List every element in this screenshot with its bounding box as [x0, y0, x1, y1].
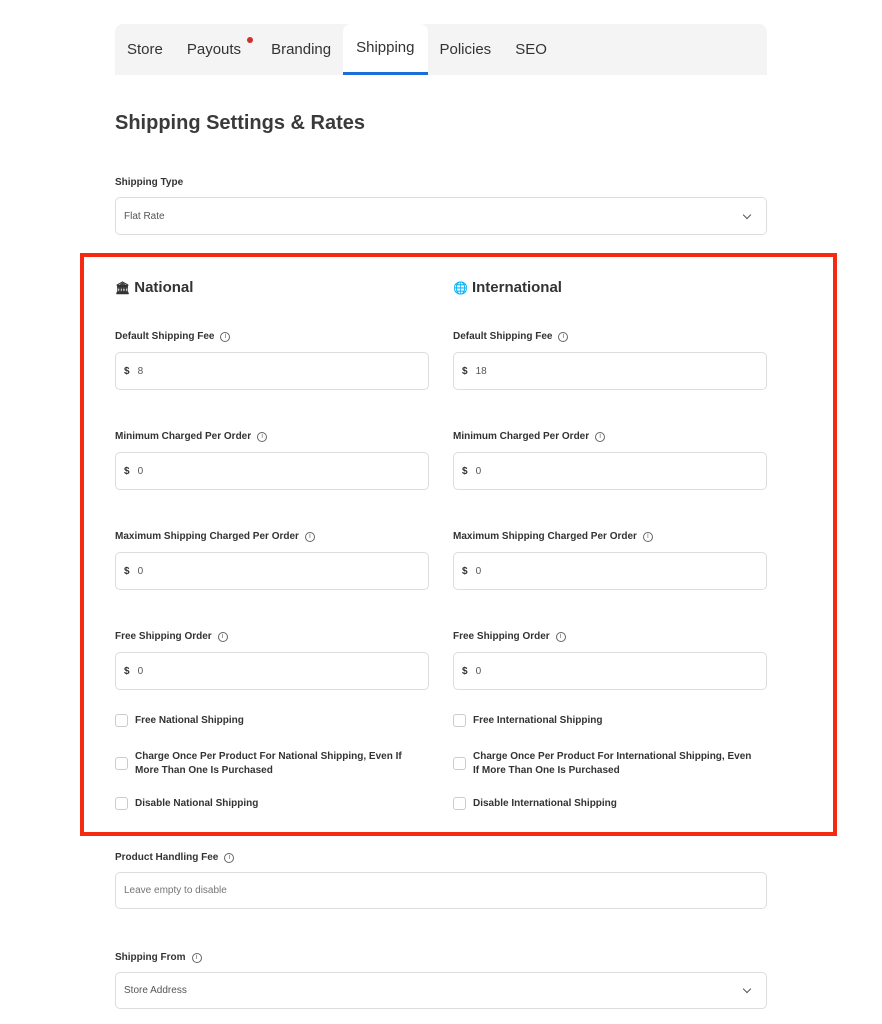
label-text: Maximum Shipping Charged Per Order	[453, 531, 637, 542]
currency-symbol: $	[462, 465, 468, 477]
label-text: Free Shipping Order	[453, 631, 550, 642]
international-field-label	[453, 331, 568, 342]
tab-seo[interactable]: SEO	[515, 41, 547, 58]
chevron-down-icon	[743, 210, 751, 218]
checkbox-label: Free International Shipping	[473, 715, 603, 726]
currency-symbol: $	[462, 665, 468, 677]
checkbox-label: Disable National Shipping	[135, 798, 259, 809]
currency-symbol: $	[462, 565, 468, 577]
currency-symbol: $	[124, 365, 130, 377]
international-checkbox[interactable]	[453, 797, 753, 811]
currency-symbol: $	[124, 465, 130, 477]
label-text: Shipping From	[115, 952, 186, 963]
tab-policies[interactable]: Policies	[439, 41, 492, 58]
heading-text: International	[471, 279, 562, 296]
input-value: 18	[475, 365, 487, 377]
international-fee-input[interactable]	[453, 452, 767, 490]
info-icon[interactable]: i	[595, 432, 605, 442]
checkbox-box[interactable]	[453, 797, 466, 810]
heading-text: National	[134, 279, 194, 296]
national-field-label	[115, 631, 228, 642]
selected-value: Flat Rate	[124, 210, 165, 222]
national-fee-input[interactable]	[115, 452, 429, 490]
info-icon[interactable]: i	[220, 332, 230, 342]
international-checkbox[interactable]	[453, 750, 753, 778]
bank-icon: 🏛	[115, 280, 131, 295]
national-checkbox[interactable]	[115, 750, 415, 778]
chevron-down-icon	[743, 985, 751, 993]
info-icon[interactable]: i	[305, 532, 315, 542]
label-text: Default Shipping Fee	[453, 331, 553, 342]
handling-fee-input[interactable]	[115, 872, 767, 909]
selected-value: Store Address	[124, 985, 187, 996]
checkbox-box[interactable]	[453, 757, 466, 770]
input-value: 0	[475, 665, 482, 677]
national-field-label	[115, 431, 267, 442]
shipping-type-select[interactable]	[115, 197, 767, 235]
label-text: Free Shipping Order	[115, 631, 212, 642]
notification-badge	[247, 37, 253, 43]
national-field-label	[115, 531, 315, 542]
national-checkbox[interactable]	[115, 714, 415, 728]
checkbox-label: Charge Once Per Product For National Shipping, Even If More Than One Is Purchased	[135, 751, 402, 776]
checkbox-box[interactable]	[115, 757, 128, 770]
page-title: Shipping Settings & Rates	[115, 112, 366, 134]
international-field-label	[453, 531, 653, 542]
checkbox-label: Charge Once Per Product For International Shipping, Even If More Than One Is Purchased	[473, 751, 752, 776]
international-fee-input[interactable]	[453, 652, 767, 690]
input-value: 0	[137, 465, 144, 477]
input-value: 8	[137, 365, 144, 377]
settings-tabs	[115, 24, 767, 75]
input-value: 0	[475, 565, 482, 577]
info-icon[interactable]: i	[556, 632, 566, 642]
shipping-from-label	[115, 952, 202, 963]
label-text: Product Handling Fee	[115, 852, 219, 863]
globe-icon: 🌐	[453, 280, 468, 295]
checkbox-label: Disable International Shipping	[473, 798, 617, 809]
info-icon[interactable]: i	[218, 632, 228, 642]
input-value: 0	[137, 565, 144, 577]
checkbox-box[interactable]	[115, 714, 128, 727]
input-value: 0	[475, 465, 482, 477]
international-field-label	[453, 431, 605, 442]
checkbox-label: Free National Shipping	[135, 715, 244, 726]
tab-payouts[interactable]	[175, 24, 259, 75]
national-fee-input[interactable]	[115, 652, 429, 690]
info-icon[interactable]: i	[558, 332, 568, 342]
tab-store[interactable]: Store	[127, 41, 163, 58]
international-checkbox[interactable]	[453, 714, 753, 728]
label-text: Minimum Charged Per Order	[115, 431, 252, 442]
label-text: Minimum Charged Per Order	[453, 431, 590, 442]
national-checkbox[interactable]	[115, 797, 415, 811]
tab-branding[interactable]: Branding	[271, 41, 332, 58]
checkbox-box[interactable]	[115, 797, 128, 810]
international-fee-input[interactable]	[453, 552, 767, 590]
currency-symbol: $	[124, 565, 130, 577]
label-text: Default Shipping Fee	[115, 331, 215, 342]
info-icon[interactable]: i	[224, 853, 234, 863]
info-icon[interactable]: i	[643, 532, 653, 542]
shipping-type-label: Shipping Type	[115, 177, 184, 188]
national-fee-input[interactable]	[115, 552, 429, 590]
tab-shipping[interactable]: Shipping	[343, 24, 427, 75]
shipping-from-select[interactable]	[115, 972, 767, 1009]
input-value: 0	[137, 665, 144, 677]
international-field-label	[453, 631, 566, 642]
info-icon[interactable]: i	[192, 953, 202, 963]
international-fee-input[interactable]	[453, 352, 767, 390]
checkbox-box[interactable]	[453, 714, 466, 727]
currency-symbol: $	[124, 665, 130, 677]
international-heading	[453, 279, 562, 296]
handling-fee-label	[115, 852, 234, 863]
currency-symbol: $	[462, 365, 468, 377]
label-text: Maximum Shipping Charged Per Order	[115, 531, 299, 542]
national-fee-input[interactable]	[115, 352, 429, 390]
tab-label: Payouts	[186, 41, 242, 58]
national-heading	[115, 279, 193, 296]
info-icon[interactable]: i	[257, 432, 267, 442]
national-field-label	[115, 331, 230, 342]
